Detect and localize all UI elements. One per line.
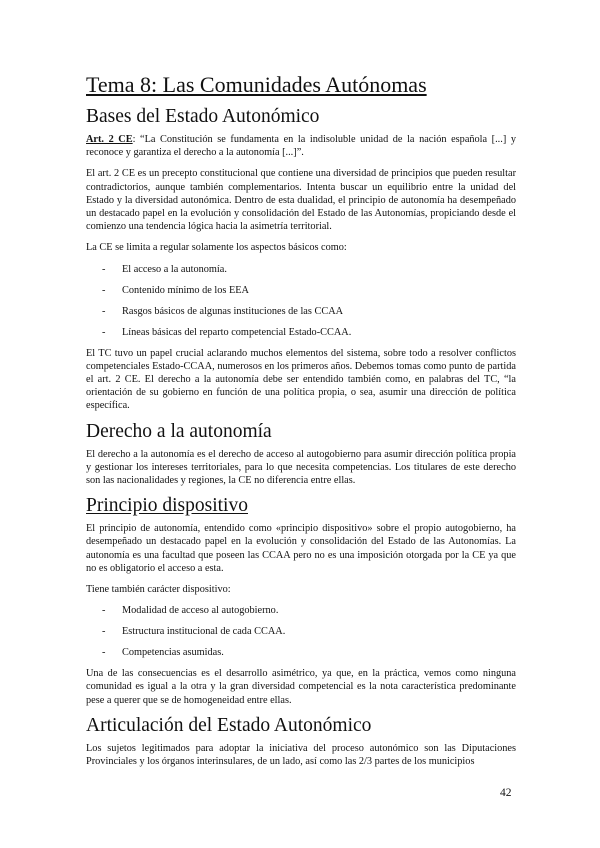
dash-bullet-icon: - <box>102 305 106 317</box>
bullet-list-bases <box>86 263 516 339</box>
section-heading-principio: Principio dispositivo <box>86 495 248 517</box>
paragraph: El derecho a la autonomía es el derecho de acceso al autogobierno para asumir dirección política propia y gestionar los intereses territoriales, para lo que necesita competencias. Los titulares de este derecho son las nacionalidades y regiones, la CE no diferencia entre ellas. <box>86 448 516 487</box>
list-item-text: Rasgos básicos de algunas instituciones de las CCAA <box>122 305 344 317</box>
paragraph: El TC tuvo un papel crucial aclarando muchos elementos del sistema, sobre todo a resolver conflictos competenciales Estado-CCAA, numerosos en los primeros años. Debemos tomas como punto de partida el art. 2 CE. El derecho a la autonomía debe ser entendido también como, en palabras del TC, “la orientación de su gobierno en función de una política propia, o sea, asumir una dirección de política específica. <box>86 347 516 412</box>
list-item <box>86 326 516 339</box>
dash-bullet-icon: - <box>102 626 106 638</box>
paragraph: El art. 2 CE es un precepto constitucional que contiene una diversidad de principios que pueden resultar contradictorios, aunque también complementarios. Intenta buscar un equilibrio entre la unidad del Estado y la diversidad autonómica. Dentro de esta dualidad, el principio de autonomía ha desempeñado un destacado papel en la evolución y consolidación del Estado de las Autonomías, propiciando desde el comienzo una tendencia lógica hacia la asimetría territorial. <box>86 168 516 233</box>
list-item <box>86 604 516 617</box>
list-item-text: Modalidad de acceso al autogobierno. <box>122 605 279 617</box>
paragraph: La CE se limita a regular solamente los aspectos básicos como: <box>86 242 347 254</box>
bullet-list-principio <box>86 604 516 659</box>
dash-bullet-icon: - <box>102 647 106 659</box>
page-content <box>86 72 516 774</box>
article-quote: : “La Constitución se fundamenta en la indisoluble unidad de la nación española [...] y reconoce y garantiza el derecho a la autonomía [...]”. <box>86 134 516 159</box>
list-item <box>86 263 516 276</box>
dash-bullet-icon: - <box>102 284 106 296</box>
list-item-text: Líneas básicas del reparto competencial Estado-CCAA. <box>122 326 352 338</box>
list-item-text: Contenido mínimo de los EEA <box>122 284 249 296</box>
article-quote-paragraph <box>86 133 516 159</box>
paragraph: Tiene también carácter dispositivo: <box>86 584 231 596</box>
page-number: 42 <box>500 787 512 799</box>
paragraph: Los sujetos legitimados para adoptar la iniciativa del proceso autonómico son las Diputaciones Provinciales y los órganos interinsulares, de un lado, así como las 2/3 partes de los municipios <box>86 742 516 768</box>
list-item <box>86 305 516 318</box>
dash-bullet-icon: - <box>102 263 106 275</box>
list-item-text: Competencias asumidas. <box>122 647 224 659</box>
paragraph: Una de las consecuencias es el desarrollo asimétrico, ya que, en la práctica, vemos como ninguna comunidad es igual a la otra y la gran diversidad competencial es la nota característica predominante pese a querer que se de homogeneidad entre ellas. <box>86 668 516 706</box>
article-reference: Art. 2 CE <box>86 134 133 145</box>
list-item-text: Estructura institucional de cada CCAA. <box>122 626 286 638</box>
paragraph: El principio de autonomía, entendido como «principio dispositivo» sobre el propio autogobierno, ha desempeñado un destacado papel en la evolución y consolidación del Estado de las Autonomías. La autonomía es una facultad que poseen las CCAA pero no es una imposición otorgada por la CE ya que no es obligatorio el acceso a esta. <box>86 523 516 574</box>
section-heading-derecho: Derecho a la autonomía <box>86 420 272 442</box>
list-item <box>86 284 516 297</box>
list-item-text: El acceso a la autonomía. <box>122 263 227 275</box>
section-heading-articulacion: Articulación del Estado Autonómico <box>86 714 372 736</box>
list-item <box>86 625 516 638</box>
section-heading-bases: Bases del Estado Autonómico <box>86 106 320 127</box>
dash-bullet-icon: - <box>102 605 106 617</box>
list-item <box>86 646 516 659</box>
page-title: Tema 8: Las Comunidades Autónomas <box>86 72 427 97</box>
dash-bullet-icon: - <box>102 326 106 338</box>
